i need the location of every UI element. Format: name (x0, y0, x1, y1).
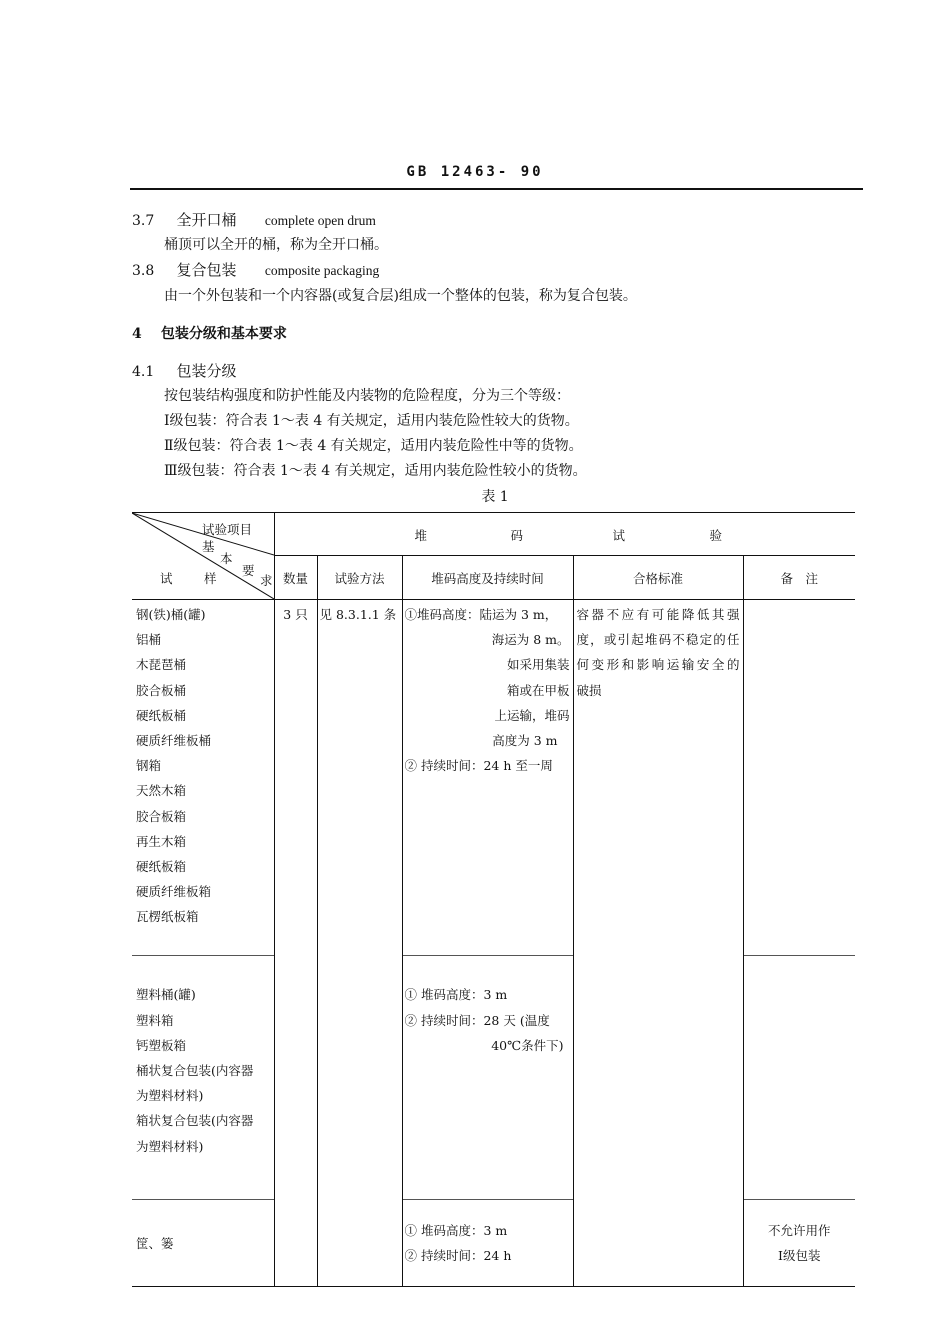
sample-item: 为塑料材料) (136, 1138, 204, 1154)
sample-list (132, 1199, 274, 1286)
column-header-criteria: 合格标准 (573, 556, 743, 600)
corner-label-shi: 试 (160, 571, 173, 586)
method-value: 见 8.3.1.1 条 (319, 607, 397, 622)
section-number: 4 (132, 326, 142, 342)
package-level-1: Ⅰ级包装：符合表 1～表 4 有关规定，适用内装危险性较大的货物。 (164, 413, 579, 429)
section-3-7-heading (132, 209, 376, 230)
section-number: 3.8 (132, 263, 155, 279)
group-header-char: 堆 (414, 528, 428, 543)
sample-item: 瓦楞纸板箱 (136, 909, 199, 925)
section-title: 包装分级 (176, 362, 237, 380)
stacking-test-group-header (274, 513, 855, 556)
sample-item: 筐、篓 (136, 1235, 174, 1251)
stack-height-cell (402, 1199, 573, 1286)
corner-label-yao: 要 (242, 563, 255, 578)
section-number: 4.1 (132, 364, 155, 380)
stack-height-line: 如采用集装 (506, 657, 570, 673)
column-header-qty: 数量 (274, 556, 317, 600)
remarks-cell (743, 600, 855, 956)
table-row (132, 600, 855, 956)
section-3-8-body: 由一个外包装和一个内容器(或复合层)组成一个整体的包装，称为复合包装。 (164, 288, 637, 304)
section-4-heading (132, 323, 287, 343)
sample-item: 钢(铁)桶(罐) (136, 607, 206, 622)
sample-item: 钢箱 (136, 758, 162, 774)
criteria-line: 何变形和影响运输安全的 (576, 657, 740, 673)
section-english-title: complete open drum (264, 213, 376, 228)
stack-height-line: ② 持续时间：24 h (404, 1247, 512, 1263)
stack-height-line: 海运为 8 m。 (491, 632, 570, 648)
sample-item: 钙塑板箱 (136, 1037, 187, 1053)
corner-label-qiu: 求 (260, 573, 273, 588)
method-cell (317, 600, 402, 1287)
package-level-3: Ⅲ级包装：符合表 1～表 4 有关规定，适用内装危险性较小的货物。 (164, 463, 587, 479)
stack-height-cell (402, 956, 573, 1199)
corner-label-yang: 样 (204, 571, 217, 586)
sample-item: 硬纸板桶 (136, 707, 187, 723)
column-header-remarks: 备 注 (743, 556, 855, 600)
section-3-7-body: 桶顶可以全开的桶，称为全开口桶。 (164, 237, 388, 253)
section-title: 包装分级和基本要求 (160, 326, 287, 342)
sample-item: 再生木箱 (136, 833, 187, 849)
stack-height-line: 40℃条件下) (491, 1037, 564, 1053)
criteria-line: 度，或引起堆码不稳定的任 (576, 632, 740, 648)
sample-item: 胶合板箱 (136, 808, 187, 824)
sample-item: 胶合板桶 (136, 682, 187, 698)
corner-label-test-items: 试验项目 (202, 522, 253, 537)
group-header-char: 验 (709, 528, 723, 543)
sample-item: 塑料箱 (136, 1012, 174, 1028)
section-title: 全开口桶 (176, 211, 237, 229)
table-caption: 表 1 (481, 489, 509, 505)
table-row (132, 956, 855, 1199)
stack-height-cell (402, 600, 573, 956)
stack-height-line: ① 堆码高度：3 m (404, 987, 508, 1003)
sample-item: 铝桶 (136, 632, 162, 648)
quantity-value: 3 只 (283, 607, 308, 622)
stack-height-line: ② 持续时间：28 天 (温度 (404, 1012, 550, 1028)
sample-item: 硬纸板箱 (136, 858, 187, 874)
column-header-method: 试验方法 (317, 556, 402, 600)
sample-item: 木琵琶桶 (136, 657, 187, 673)
group-header-char: 试 (612, 528, 626, 543)
header-rule (130, 188, 863, 190)
section-3-8-heading (132, 259, 379, 280)
quantity-cell (274, 600, 317, 1287)
section-4-1-heading (132, 360, 236, 381)
stack-height-line: 高度为 3 m (492, 732, 558, 748)
stacking-test-table (132, 512, 855, 1287)
sample-item: 为塑料材料) (136, 1088, 204, 1104)
sample-item: 箱状复合包装(内容器 (136, 1113, 254, 1129)
sample-list (132, 956, 274, 1199)
corner-label-ji: 基 (202, 539, 215, 554)
package-level-2: Ⅱ级包装：符合表 1～表 4 有关规定，适用内装危险性中等的货物。 (164, 438, 583, 454)
stack-height-line: ①堆码高度：陆运为 3 m， (404, 607, 558, 622)
sample-item: 天然木箱 (136, 783, 187, 799)
column-header-stack-height: 堆码高度及持续时间 (402, 556, 573, 600)
table-corner-header (132, 513, 274, 600)
table-row (132, 1199, 855, 1286)
remarks-line: 不允许用作 (768, 1222, 831, 1238)
standard-code-header: GB 12463- 90 (406, 164, 544, 180)
section-title: 复合包装 (176, 261, 237, 279)
stack-height-line: 上运输，堆码 (494, 707, 570, 723)
group-header-char: 码 (510, 528, 524, 543)
criteria-line: 破损 (576, 682, 602, 698)
sample-item: 桶状复合包装(内容器 (136, 1063, 254, 1078)
sample-item: 塑料桶(罐) (136, 987, 196, 1003)
remarks-cell (743, 1199, 855, 1286)
stack-height-line: ② 持续时间：24 h 至一周 (404, 758, 553, 774)
remarks-line: Ⅰ级包装 (778, 1247, 821, 1263)
section-4-1-intro: 按包装结构强度和防护性能及内装物的危险程度，分为三个等级： (164, 388, 570, 404)
stack-height-line: ① 堆码高度：3 m (404, 1222, 508, 1238)
corner-label-ben: 本 (220, 551, 233, 566)
section-english-title: composite packaging (264, 263, 380, 278)
sample-list (132, 600, 274, 956)
criteria-line: 容器不应有可能降低其强 (576, 607, 740, 622)
stack-height-line: 箱或在甲板 (506, 682, 570, 698)
sample-item: 硬质纤维板箱 (136, 884, 212, 900)
sample-item: 硬质纤维板桶 (136, 732, 212, 748)
section-number: 3.7 (132, 213, 155, 229)
remarks-cell (743, 956, 855, 1199)
criteria-cell (573, 600, 743, 1287)
